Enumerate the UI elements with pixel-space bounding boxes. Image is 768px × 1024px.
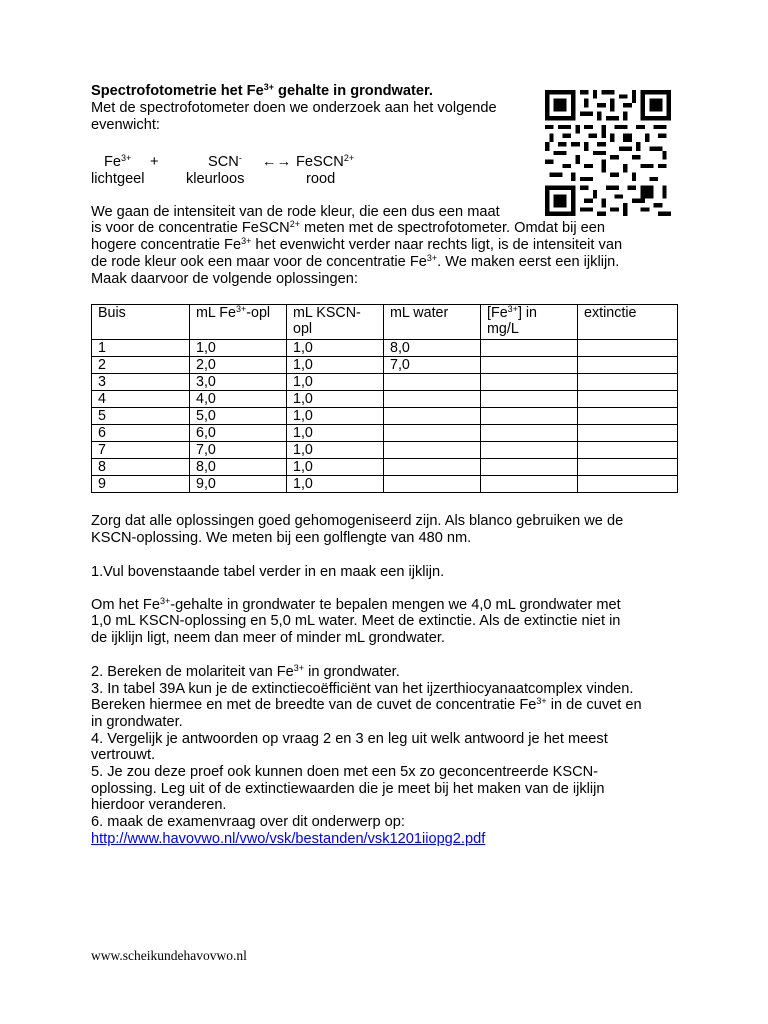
question-3-line-3: in grondwater.	[91, 714, 183, 730]
header-ml-fe-opl: mL $Fe^{3+}$-opl	[190, 305, 287, 340]
label-rood: rood	[306, 171, 336, 187]
question-5-line-1: 5. Je zou deze proef ook kunnen doen met een 5x zo geconcentreerde KSCN-	[91, 764, 599, 780]
header-ml-water: mL water	[384, 305, 481, 340]
table-cell: 1,0	[287, 408, 384, 425]
question-5-line-3: hierdoor veranderen.	[91, 797, 227, 813]
table-cell	[384, 442, 481, 459]
header-ml-kscn-opl: mL KSCN- opl	[287, 305, 384, 340]
question-6: 6. maak de examenvraag over dit onderwerp op:	[91, 814, 405, 830]
equation-arrow: ←→	[262, 154, 292, 170]
question-3-line-1: 3. In tabel 39A kun je de extinctiecoëfficiënt van het ijzerthiocyanaatcomplex vinden.	[91, 681, 634, 697]
question-1: 1.Vul bovenstaande tabel verder in en maak een ijklijn.	[91, 564, 445, 580]
table-cell	[481, 408, 578, 425]
table-cell	[481, 357, 578, 374]
exam-link[interactable]: http://www.havovwo.nl/vwo/vsk/bestanden/vsk1201iiopg2.pdf	[91, 831, 486, 847]
table-row	[92, 442, 678, 459]
table-cell	[481, 374, 578, 391]
table-cell: 4,0	[190, 391, 287, 408]
para1-line-3: hogere concentratie $Fe^{3+}$ het evenwicht verder naar rechts ligt, is de intensiteit van	[91, 236, 623, 253]
document-title: Spectrofotometrie het $Fe^{3+}$ gehalte in grondwater.	[91, 82, 433, 99]
para3-line-3: de ijklijn ligt, neem dan meer of minder mL grondwater.	[91, 630, 445, 646]
table-cell: 1,0	[287, 442, 384, 459]
table-cell: 1,0	[287, 425, 384, 442]
table-cell: 7,0	[384, 357, 481, 374]
intro-line-2: evenwicht:	[91, 117, 160, 133]
table-cell: 1,0	[190, 340, 287, 357]
table-cell	[384, 459, 481, 476]
table-cell: 9	[92, 476, 190, 493]
table-cell	[481, 459, 578, 476]
para1-line-1: We gaan de intensiteit van de rode kleur, die een dus een maat	[91, 204, 500, 220]
table-cell: 6,0	[190, 425, 287, 442]
table-cell: 2,0	[190, 357, 287, 374]
para1-line-5: Maak daarvoor de volgende oplossingen:	[91, 271, 358, 287]
table-cell	[384, 374, 481, 391]
para2-line-2: KSCN-oplossing. We meten bij een golflengte van 480 nm.	[91, 530, 472, 546]
question-5-line-2: oplossing. Leg uit of de extinctiewaarden die je meet bij het maken van de ijklijn	[91, 781, 605, 797]
table-cell: 1,0	[287, 391, 384, 408]
table-cell	[578, 408, 678, 425]
table-cell	[578, 340, 678, 357]
para2-line-1: Zorg dat alle oplossingen goed gehomogeniseerd zijn. Als blanco gebruiken we de	[91, 513, 624, 529]
table-cell: 1,0	[287, 374, 384, 391]
table-cell: 6	[92, 425, 190, 442]
equation-scn: SCN-	[208, 153, 242, 170]
para1-line-4: de rode kleur ook een maar voor de concentratie $Fe^{3+}$. We maken eerst een ijklijn.	[91, 253, 620, 270]
table-cell: 8	[92, 459, 190, 476]
table-cell	[578, 374, 678, 391]
table-cell: 1,0	[287, 476, 384, 493]
table-cell	[481, 340, 578, 357]
table-cell	[578, 357, 678, 374]
label-lichtgeel: lichtgeel	[91, 171, 145, 187]
header-extinctie: extinctie	[578, 305, 678, 340]
para1-line-2: is voor de concentratie FeSCN$^{2+}$ meten met de spectrofotometer. Omdat bij een	[91, 219, 606, 236]
intro-line-1: Met de spectrofotometer doen we onderzoek aan het volgende	[91, 100, 497, 116]
header-fe-concentration: $[Fe^{3+}]$ in mg/L	[481, 305, 578, 340]
table-cell: 8,0	[384, 340, 481, 357]
table-cell	[481, 476, 578, 493]
table-row	[92, 459, 678, 476]
table-cell	[481, 391, 578, 408]
equation-product: FeSCN$^{2+}$	[296, 153, 355, 170]
equation-plus: +	[150, 154, 159, 170]
table-row	[92, 391, 678, 408]
table-cell: 3,0	[190, 374, 287, 391]
table-cell	[384, 408, 481, 425]
para3-line-1: Om het $Fe^{3+}$-gehalte in grondwater te bepalen mengen we 4,0 mL grondwater met	[91, 596, 621, 613]
question-4-line-1: 4. Vergelijk je antwoorden op vraag 2 en 3 en leg uit welk antwoord je het meest	[91, 731, 608, 747]
table-cell	[578, 459, 678, 476]
table-row	[92, 408, 678, 425]
table-cell: 5,0	[190, 408, 287, 425]
table-cell	[578, 391, 678, 408]
table-cell: 7	[92, 442, 190, 459]
question-4-line-2: vertrouwt.	[91, 747, 156, 763]
table-cell	[384, 391, 481, 408]
table-cell: 8,0	[190, 459, 287, 476]
table-row	[92, 340, 678, 357]
table-cell: 4	[92, 391, 190, 408]
table-cell: 1,0	[287, 357, 384, 374]
calibration-table	[91, 304, 678, 493]
table-cell: 9,0	[190, 476, 287, 493]
table-header-row	[92, 305, 678, 340]
table-cell	[481, 442, 578, 459]
para3-line-2: 1,0 mL KSCN-oplossing en 5,0 mL water. Meet de extinctie. Als de extinctie niet in	[91, 613, 621, 629]
table-cell: 1	[92, 340, 190, 357]
table-cell: 7,0	[190, 442, 287, 459]
table-cell	[578, 425, 678, 442]
table-cell	[481, 425, 578, 442]
table-cell: 3	[92, 374, 190, 391]
question-3-line-2: Bereken hiermee en met de breedte van de cuvet de concentratie $Fe^{3+}$ in de cuvet en	[91, 696, 642, 713]
table-cell: 1,0	[287, 459, 384, 476]
equation-fe: $Fe^{3+}$	[104, 153, 132, 170]
table-cell	[578, 476, 678, 493]
table-cell	[384, 425, 481, 442]
header-buis: Buis	[92, 305, 190, 340]
table-cell	[578, 442, 678, 459]
table-cell: 5	[92, 408, 190, 425]
table-cell	[384, 476, 481, 493]
table-row	[92, 357, 678, 374]
qr-code-icon	[545, 90, 671, 216]
question-2: 2. Bereken de molariteit van $Fe^{3+}$ in grondwater.	[91, 663, 400, 680]
table-cell: 1,0	[287, 340, 384, 357]
table-cell: 2	[92, 357, 190, 374]
label-kleurloos: kleurloos	[186, 171, 245, 187]
table-row	[92, 476, 678, 493]
table-row	[92, 425, 678, 442]
table-row	[92, 374, 678, 391]
exam-link-line	[91, 831, 485, 847]
footer-website: www.scheikundehavovwo.nl	[91, 948, 247, 963]
